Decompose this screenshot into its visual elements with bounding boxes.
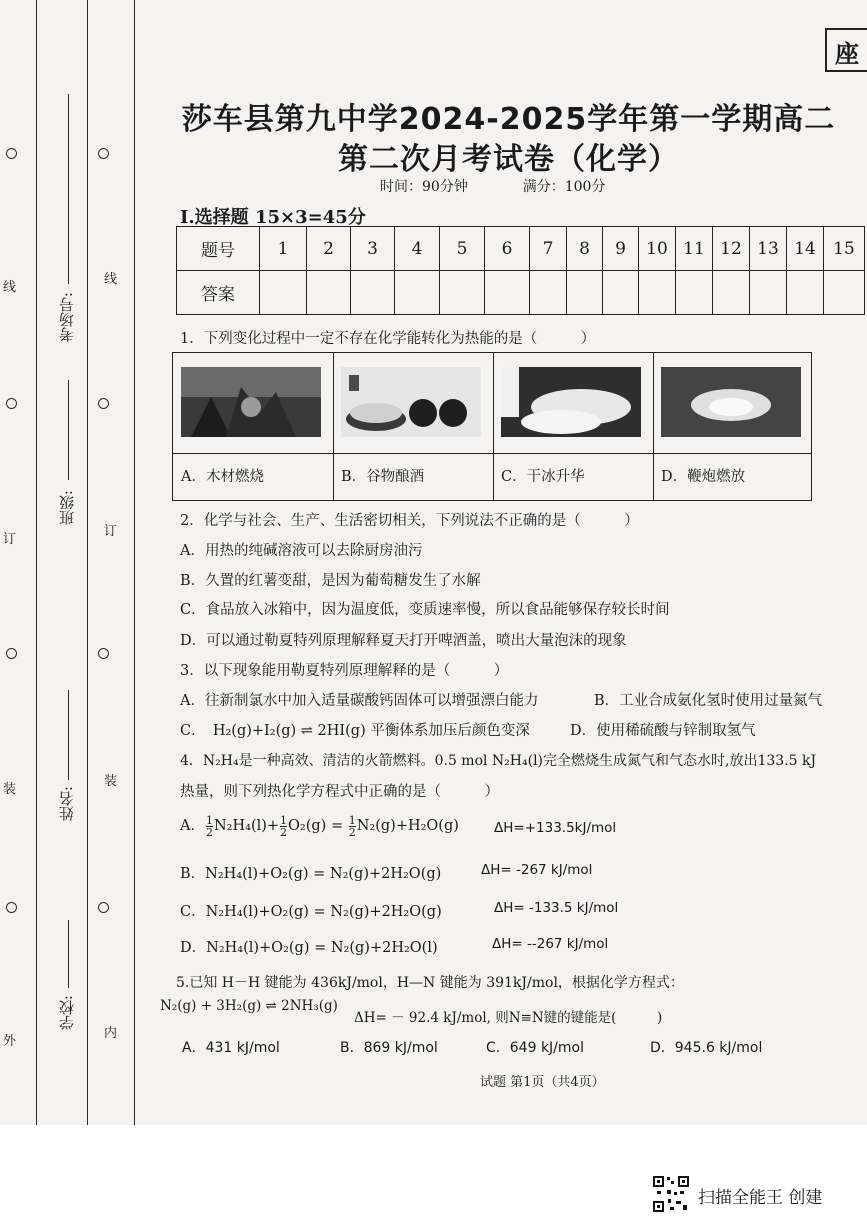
question-4-option-d: D．N₂H₄(l)+O₂(g) = N₂(g)+2H₂O(l)	[180, 940, 438, 956]
fraction-half: $\frac{1}{2}$	[205, 813, 213, 839]
binding-line-outer	[36, 0, 37, 1125]
dry-ice-photo	[501, 367, 641, 437]
binding-line-inner	[134, 0, 135, 1125]
question-3-option-b: B．工业合成氨化氢时使用过量氮气	[594, 693, 823, 709]
question-number-cell: 14	[787, 227, 824, 271]
question-number-cell: 8	[567, 227, 603, 271]
option-cell	[333, 353, 494, 500]
question-5-option-d: D．945.6 kJ/mol	[650, 1040, 763, 1056]
binding-char-order: 订	[3, 532, 17, 547]
option-a-label: A．木材燃烧	[173, 453, 333, 499]
question-number-cell: 6	[485, 227, 530, 271]
answer-cell[interactable]	[395, 271, 440, 315]
answer-cell[interactable]	[787, 271, 824, 315]
question-5-equation: N₂(g) + 3H₂(g) ⇌ 2NH₃(g)	[160, 998, 338, 1014]
seat-label: 座	[825, 28, 867, 72]
answer-table-header-row	[177, 227, 865, 271]
answer-cell[interactable]	[260, 271, 307, 315]
question-4-option-a: A． $\frac{1}{2}$ N₂H₄(l)+ $\frac{1}{2}$ O₂(g) = $\frac{1}{2}$ N₂(g)+H₂O(g)	[180, 813, 459, 839]
question-number-cell: 1	[260, 227, 307, 271]
question-4-option-b: B．N₂H₄(l)+O₂(g) = N₂(g)+2H₂O(g)	[180, 866, 442, 882]
option-b-label: B．谷物酿酒	[333, 453, 493, 499]
question-number-cell: 3	[351, 227, 395, 271]
answer-cell[interactable]	[824, 271, 865, 315]
question-2-option-d: D．可以通过勒夏特列原理解释夏天打开啤酒盖，喷出大量泡沫的现象	[180, 633, 627, 649]
qr-code-icon	[652, 1175, 690, 1213]
question-number-cell: 7	[530, 227, 567, 271]
punch-dot	[98, 902, 109, 913]
fraction-half: $\frac{1}{2}$	[348, 813, 356, 839]
class-label: 班级:	[58, 490, 76, 526]
wood-burning-photo	[181, 367, 321, 437]
question-5-option-a: A．431 kJ/mol	[182, 1040, 280, 1056]
page-footer: 试题 第1页（共4页）	[480, 1075, 605, 1090]
class-blank	[68, 380, 69, 480]
question-4-line1: 4．N₂H₄是一种高效、清洁的火箭燃料。0.5 mol N₂H₄(l)完全燃烧生成氮气和气态水时,放出133.5 kJ	[180, 753, 817, 769]
question-4-option-a-dh: ΔH=+133.5kJ/mol	[494, 820, 617, 836]
question-2-stem: 2．化学与社会、生产、生活密切相关，下列说法不正确的是（ ）	[180, 513, 639, 529]
binding-char-outer: 外	[3, 1034, 17, 1049]
binding-char-line: 线	[3, 280, 17, 295]
question-number-cell: 2	[307, 227, 351, 271]
question-3-option-c: C． H₂(g)+I₂(g) ⇌ 2HI(g) 平衡体系加压后颜色变深	[180, 723, 530, 739]
question-4-option-c-dh: ΔH= -133.5 kJ/mol	[494, 900, 619, 916]
punch-dot	[6, 902, 17, 913]
question-5-option-b: B．869 kJ/mol	[340, 1040, 438, 1056]
answer-cell[interactable]	[603, 271, 639, 315]
answer-cell[interactable]	[567, 271, 603, 315]
question-number-cell: 10	[639, 227, 676, 271]
binding-char-bind: 装	[104, 774, 118, 789]
question-number-cell: 15	[824, 227, 865, 271]
school-label: 学校:	[58, 995, 76, 1031]
answer-table	[176, 226, 865, 315]
question-5-line2: ΔH= － 92.4 kJ/mol, 则N≡N键的键能是( )	[354, 1010, 663, 1026]
option-cell	[173, 353, 334, 500]
grain-wine-photo	[341, 367, 481, 437]
question-4-line2: 热量，则下列热化学方程式中正确的是（ ）	[180, 784, 499, 800]
question-1-pictures	[172, 352, 812, 501]
question-number-cell: 11	[676, 227, 713, 271]
fraction-half: $\frac{1}{2}$	[280, 813, 288, 839]
binding-char-order: 订	[104, 524, 118, 539]
exam-room-blank	[68, 94, 69, 284]
question-number-cell: 5	[440, 227, 485, 271]
question-2-option-b: B．久置的红薯变甜，是因为葡萄糖发生了水解	[180, 573, 481, 589]
answer-cell[interactable]	[485, 271, 530, 315]
punch-dot	[6, 148, 17, 159]
exam-title-line2: 第二次月考试卷（化学）	[338, 142, 679, 177]
question-number-header: 题号	[177, 227, 260, 271]
question-3-stem: 3．以下现象能用勒夏特列原理解释的是（ ）	[180, 663, 509, 679]
question-1-stem: 1．下列变化过程中一定不存在化学能转化为热能的是（ ）	[180, 331, 596, 347]
answer-cell[interactable]	[440, 271, 485, 315]
name-label: 姓名:	[58, 786, 76, 822]
binding-line-middle	[87, 0, 88, 1125]
answer-cell[interactable]	[530, 271, 567, 315]
answer-table-answer-row	[177, 271, 865, 315]
question-5-option-c: C．649 kJ/mol	[486, 1040, 584, 1056]
section-heading: I.选择题 15×3=45分	[180, 207, 366, 228]
answer-cell[interactable]	[639, 271, 676, 315]
question-4-option-b-dh: ΔH= -267 kJ/mol	[481, 862, 593, 878]
answer-header: 答案	[177, 271, 260, 315]
question-number-cell: 12	[713, 227, 750, 271]
option-c-label: C．干冰升华	[493, 453, 653, 499]
answer-cell[interactable]	[351, 271, 395, 315]
answer-cell[interactable]	[713, 271, 750, 315]
question-2-option-c: C．食品放入冰箱中，因为温度低，变质速率慢，所以食品能够保存较长时间	[180, 602, 670, 618]
answer-cell[interactable]	[676, 271, 713, 315]
option-d-label: D．鞭炮燃放	[653, 453, 811, 499]
punch-dot	[98, 148, 109, 159]
question-3-option-a: A．往新制氯水中加入适量碳酸钙固体可以增强漂白能力	[180, 693, 539, 709]
punch-dot	[6, 398, 17, 409]
question-3-option-d: D．使用稀硫酸与锌制取氢气	[570, 723, 756, 739]
scanner-brand-text: 扫描全能王 创建	[698, 1188, 823, 1208]
question-number-cell: 9	[603, 227, 639, 271]
binding-char-inner: 内	[104, 1026, 118, 1041]
option-cell	[493, 353, 654, 500]
punch-dot	[98, 648, 109, 659]
question-2-option-a: A．用热的纯碱溶液可以去除厨房油污	[180, 543, 423, 559]
answer-cell[interactable]	[750, 271, 787, 315]
name-blank	[68, 690, 69, 780]
school-blank	[68, 920, 69, 988]
punch-dot	[6, 648, 17, 659]
exam-room-label: 考场号:	[58, 292, 76, 343]
exam-title-line1: 莎车县第九中学2024-2025学年第一学期高二	[181, 102, 836, 137]
option-cell	[653, 353, 811, 500]
punch-dot	[98, 398, 109, 409]
exam-meta	[380, 176, 605, 196]
question-number-cell: 13	[750, 227, 787, 271]
question-4-option-c: C．N₂H₄(l)+O₂(g) = N₂(g)+2H₂O(g)	[180, 904, 442, 920]
exam-score: 满分：100分	[522, 179, 606, 195]
exam-time: 时间：90分钟	[380, 179, 468, 195]
answer-cell[interactable]	[307, 271, 351, 315]
binding-char-bind: 装	[3, 782, 17, 797]
question-5-line1: 5.已知 H－H 键能为 436kJ/mol，H—N 键能为 391kJ/mol，根据化学方程式：	[176, 975, 684, 991]
firecracker-photo	[661, 367, 801, 437]
binding-char-line: 线	[104, 272, 118, 287]
question-4-option-d-dh: ΔH= --267 kJ/mol	[492, 936, 609, 952]
question-number-cell: 4	[395, 227, 440, 271]
